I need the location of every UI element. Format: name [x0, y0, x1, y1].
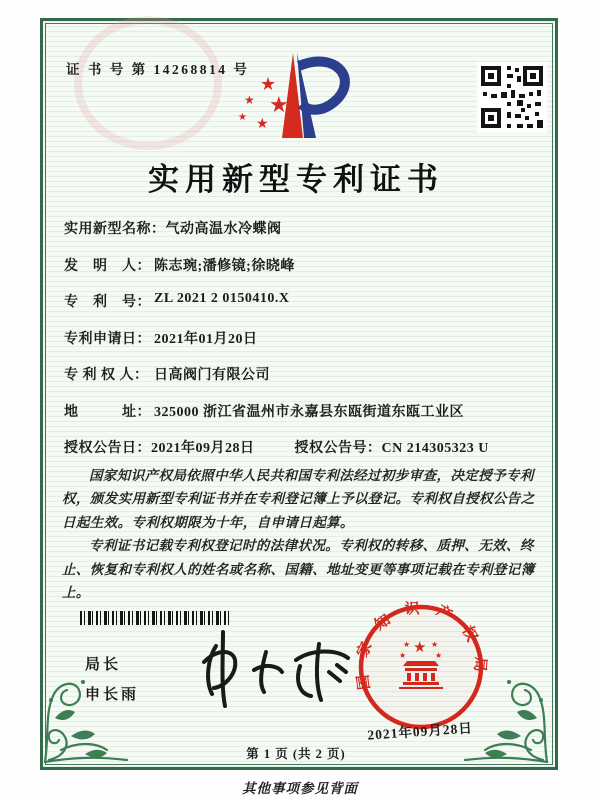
field-label: 发 明 人： [64, 258, 151, 274]
grant-date-label: 授权公告日： [64, 441, 151, 456]
field-row-patentee [64, 364, 532, 401]
director-name: 申长雨 [85, 687, 140, 703]
field-value: 气动高温水冷蝶阀 [165, 222, 282, 237]
grant-date-pair [64, 437, 255, 457]
svg-text:★: ★ [403, 640, 411, 649]
qr-code-icon [477, 62, 547, 132]
field-label: 专 利 号： [64, 295, 151, 310]
field-value: 陈志琬;潘修镜;徐晓峰 [154, 258, 295, 274]
field-value: 325000 浙江省温州市永嘉县东瓯街道东瓯工业区 [154, 404, 464, 420]
barcode-icon [80, 611, 231, 625]
field-label: 专 利 权 人： [64, 368, 149, 383]
see-back-note: 其他事项参见背面 [242, 781, 358, 796]
svg-text:★: ★ [238, 112, 247, 123]
field-row-address [64, 401, 532, 438]
field-value: ZL 2021 2 0150410.X [154, 291, 290, 306]
cnipa-patent-logo-icon [236, 50, 360, 144]
field-row-name [64, 218, 532, 255]
field-label: 专利申请日： [64, 331, 151, 347]
seal-date: 2021年09月28日 [366, 720, 474, 743]
grant-date-value: 2021年09月28日 [151, 441, 255, 456]
grant-announcement-row [64, 437, 534, 457]
field-row-inventors [64, 255, 532, 292]
svg-text:★: ★ [431, 640, 439, 649]
page-number-footer: 第 1 页 (共 2 页) [246, 747, 346, 761]
legal-paragraph-1: 国家知识产权局依照中华人民共和国专利法经过初步审查，决定授予专利权，颁发实用新型专利证书并在专利登记簿上予以登记。专利权自授权公告之日起生效。专利权期限为十年，自申请日起算。 [62, 468, 535, 530]
svg-text:★: ★ [413, 640, 427, 656]
grant-number-value: CN 214305323 U [381, 441, 489, 456]
seal-text: 国家知识产权局 [354, 601, 488, 691]
certificate-number: 证 书 号 第 14268814 号 [66, 62, 250, 77]
svg-text:★: ★ [260, 74, 277, 94]
field-value: 日高阀门有限公司 [154, 368, 270, 383]
svg-text:★: ★ [435, 651, 443, 660]
grant-number-pair [295, 437, 489, 457]
field-row-patent-number [64, 291, 532, 328]
director-title: 局长 [85, 657, 122, 673]
svg-text:★: ★ [269, 92, 289, 117]
field-label: 地 址： [64, 404, 151, 420]
grant-number-label: 授权公告号： [294, 441, 382, 456]
field-label: 实用新型名称： [64, 222, 166, 237]
svg-text:★: ★ [244, 93, 255, 107]
field-row-filing-date [64, 328, 532, 365]
legal-text-block [62, 464, 540, 605]
patent-fields [64, 218, 532, 437]
svg-text:★: ★ [256, 117, 269, 132]
legal-paragraph-2: 专利证书记载专利权登记时的法律状况。专利权的转移、质押、无效、终止、恢复和专利权人的姓名或名称、国籍、地址变更等事项记载在专利登记簿上。 [62, 538, 535, 601]
svg-text:★: ★ [399, 651, 407, 660]
certificate-title: 实用新型专利证书 [148, 162, 444, 197]
field-value: 2021年01月20日 [154, 331, 258, 347]
director-signature-icon [188, 626, 360, 714]
